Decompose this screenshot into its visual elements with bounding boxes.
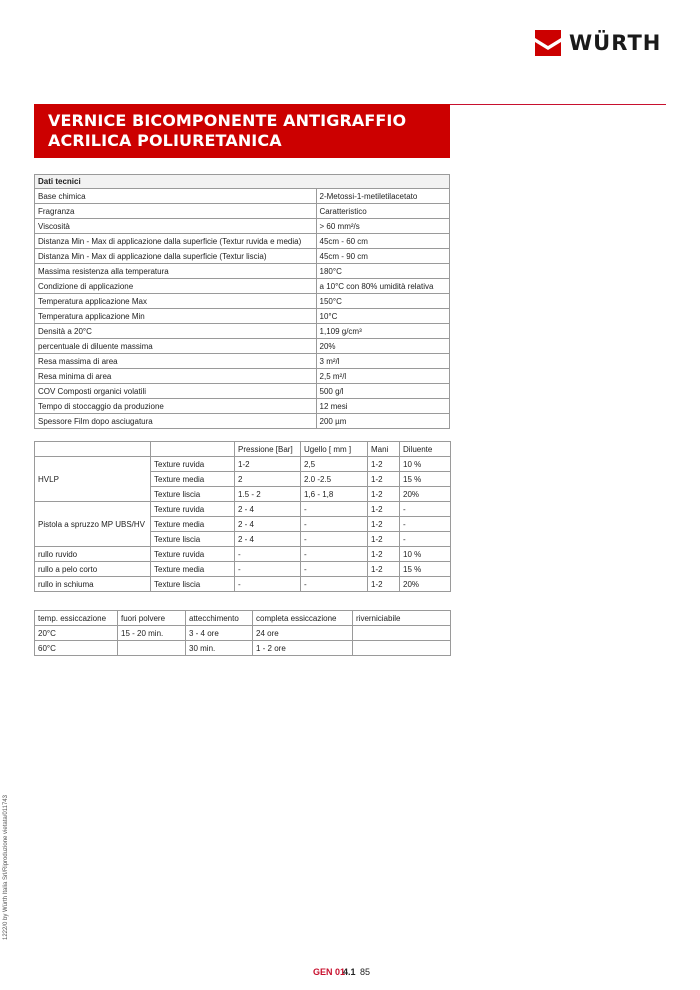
property-label: COV Composti organici volatili: [35, 384, 317, 399]
column-header: Mani: [368, 442, 400, 457]
table-cell: 20%: [400, 577, 451, 592]
table-cell: -: [400, 532, 451, 547]
column-header: [151, 442, 235, 457]
property-value: a 10°C con 80% umidità relativa: [316, 279, 449, 294]
table-row: [35, 309, 450, 324]
property-value: 500 g/l: [316, 384, 449, 399]
table-row: [35, 502, 451, 517]
table-cell: 1-2: [235, 457, 301, 472]
header-rule: [450, 104, 666, 105]
table-cell: 1 - 2 ore: [253, 641, 353, 656]
table-row: [35, 547, 451, 562]
property-value: Caratteristico: [316, 204, 449, 219]
table-cell: 3 - 4 ore: [186, 626, 253, 641]
table-row: [35, 369, 450, 384]
property-value: 3 m²/l: [316, 354, 449, 369]
table-cell: 1-2: [368, 472, 400, 487]
side-note: 1222/0 by Würth Italia Srl/Riproduzione vietata/011743: [3, 795, 9, 940]
table-cell: Texture liscia: [151, 487, 235, 502]
table-cell: -: [235, 562, 301, 577]
table-row: [35, 219, 450, 234]
table-row: [35, 562, 451, 577]
column-header: attecchimento: [186, 611, 253, 626]
table-cell: 2.0 -2.5: [301, 472, 368, 487]
table-cell: 15 %: [400, 562, 451, 577]
table-cell: 1-2: [368, 562, 400, 577]
property-value: 2,5 m²/l: [316, 369, 449, 384]
method-cell: Pistola a spruzzo MP UBS/HV: [35, 502, 151, 547]
table-header-row: [35, 442, 451, 457]
property-value: 45cm - 60 cm: [316, 234, 449, 249]
property-label: Massima resistenza alla temperatura: [35, 264, 317, 279]
table-cell: 2: [235, 472, 301, 487]
table-cell: 2,5: [301, 457, 368, 472]
table-cell: 1-2: [368, 517, 400, 532]
table-cell: 20°C: [35, 626, 118, 641]
table-cell: 1.5 - 2: [235, 487, 301, 502]
property-label: Distanza Min - Max di applicazione dalla superficie (Textur ruvida e media): [35, 234, 317, 249]
table-cell: -: [400, 517, 451, 532]
column-header: riverniciabile: [353, 611, 451, 626]
property-value: 12 mesi: [316, 399, 449, 414]
technical-data-table: [34, 174, 450, 429]
table-cell: -: [301, 517, 368, 532]
table-cell: 2 - 4: [235, 502, 301, 517]
property-label: Distanza Min - Max di applicazione dalla superficie (Textur liscia): [35, 249, 317, 264]
property-label: percentuale di diluente massima: [35, 339, 317, 354]
footer-section: GEN 01: [313, 967, 346, 977]
table-cell: -: [400, 502, 451, 517]
table-header-row: [35, 175, 450, 189]
property-value: 1,109 g/cm³: [316, 324, 449, 339]
table-cell: 1-2: [368, 577, 400, 592]
table-cell: Texture ruvida: [151, 547, 235, 562]
property-value: 45cm - 90 cm: [316, 249, 449, 264]
title-banner: [34, 104, 450, 158]
table-cell: 1-2: [368, 487, 400, 502]
table-cell: 10 %: [400, 547, 451, 562]
property-label: Temperatura applicazione Min: [35, 309, 317, 324]
table-row: [35, 189, 450, 204]
property-label: Tempo di stoccaggio da produzione: [35, 399, 317, 414]
table-cell: 60°C: [35, 641, 118, 656]
property-value: 180°C: [316, 264, 449, 279]
table-cell: 2 - 4: [235, 517, 301, 532]
table-cell: 20%: [400, 487, 451, 502]
brand-name: WÜRTH: [569, 31, 662, 55]
application-table: [34, 441, 451, 592]
table-row: [35, 626, 451, 641]
table-cell: Texture ruvida: [151, 457, 235, 472]
table-cell: 1-2: [368, 457, 400, 472]
table-cell: 2 - 4: [235, 532, 301, 547]
property-value: > 60 mm²/s: [316, 219, 449, 234]
wurth-logo: [533, 28, 661, 58]
column-header: fuori polvere: [118, 611, 186, 626]
table-row: [35, 339, 450, 354]
table-cell: Texture media: [151, 562, 235, 577]
table-cell: -: [235, 547, 301, 562]
property-value: 150°C: [316, 294, 449, 309]
property-label: Base chimica: [35, 189, 317, 204]
table-cell: -: [301, 562, 368, 577]
table-cell: [118, 641, 186, 656]
wurth-emblem-icon: [533, 28, 563, 58]
table-cell: -: [301, 547, 368, 562]
table-row: [35, 457, 451, 472]
table-row: [35, 249, 450, 264]
property-label: Resa minima di area: [35, 369, 317, 384]
table-cell: Texture liscia: [151, 532, 235, 547]
table-cell: -: [301, 532, 368, 547]
property-value: 200 µm: [316, 414, 449, 429]
table-cell: [353, 626, 451, 641]
column-header: [35, 442, 151, 457]
table-cell: Texture media: [151, 517, 235, 532]
table-cell: 15 %: [400, 472, 451, 487]
table-cell: Texture liscia: [151, 577, 235, 592]
table-cell: 1-2: [368, 532, 400, 547]
property-label: Temperatura applicazione Max: [35, 294, 317, 309]
table-cell: 1-2: [368, 547, 400, 562]
property-label: Resa massima di area: [35, 354, 317, 369]
table-row: [35, 324, 450, 339]
method-cell: rullo a pelo corto: [35, 562, 151, 577]
table-row: [35, 641, 451, 656]
method-cell: HVLP: [35, 457, 151, 502]
property-label: Viscosità: [35, 219, 317, 234]
table-row: [35, 577, 451, 592]
table-row: [35, 294, 450, 309]
column-header: Diluente: [400, 442, 451, 457]
drying-table: [34, 610, 451, 656]
method-cell: rullo ruvido: [35, 547, 151, 562]
table-cell: 1,6 - 1,8: [301, 487, 368, 502]
property-value: 20%: [316, 339, 449, 354]
table-header-row: [35, 611, 451, 626]
property-label: Condizione di applicazione: [35, 279, 317, 294]
table-cell: 1-2: [368, 502, 400, 517]
table-cell: Texture media: [151, 472, 235, 487]
column-header: Pressione [Bar]: [235, 442, 301, 457]
column-header: temp. essiccazione: [35, 611, 118, 626]
table-header: Dati tecnici: [35, 175, 450, 189]
title-line-2: ACRILICA POLIURETANICA: [48, 131, 282, 150]
table-row: [35, 354, 450, 369]
property-label: Spessore Film dopo asciugatura: [35, 414, 317, 429]
table-cell: 24 ore: [253, 626, 353, 641]
table-row: [35, 384, 450, 399]
table-cell: -: [301, 577, 368, 592]
table-cell: 10 %: [400, 457, 451, 472]
property-value: 2-Metossi-1-metiletilacetato: [316, 189, 449, 204]
table-row: [35, 264, 450, 279]
table-cell: -: [301, 502, 368, 517]
table-row: [35, 399, 450, 414]
table-cell: Texture ruvida: [151, 502, 235, 517]
table-cell: 15 - 20 min.: [118, 626, 186, 641]
footer-chapter: 4.1: [343, 967, 356, 977]
title-line-1: VERNICE BICOMPONENTE ANTIGRAFFIO: [48, 111, 407, 130]
property-value: 10°C: [316, 309, 449, 324]
property-label: Densità a 20°C: [35, 324, 317, 339]
table-row: [35, 234, 450, 249]
table-cell: 30 min.: [186, 641, 253, 656]
method-cell: rullo in schiuma: [35, 577, 151, 592]
property-label: Fragranza: [35, 204, 317, 219]
table-row: [35, 279, 450, 294]
column-header: Ugello [ mm ]: [301, 442, 368, 457]
column-header: completa essiccazione: [253, 611, 353, 626]
table-cell: -: [235, 577, 301, 592]
table-cell: [353, 641, 451, 656]
table-row: [35, 414, 450, 429]
table-row: [35, 204, 450, 219]
page-number: 85: [360, 967, 371, 977]
